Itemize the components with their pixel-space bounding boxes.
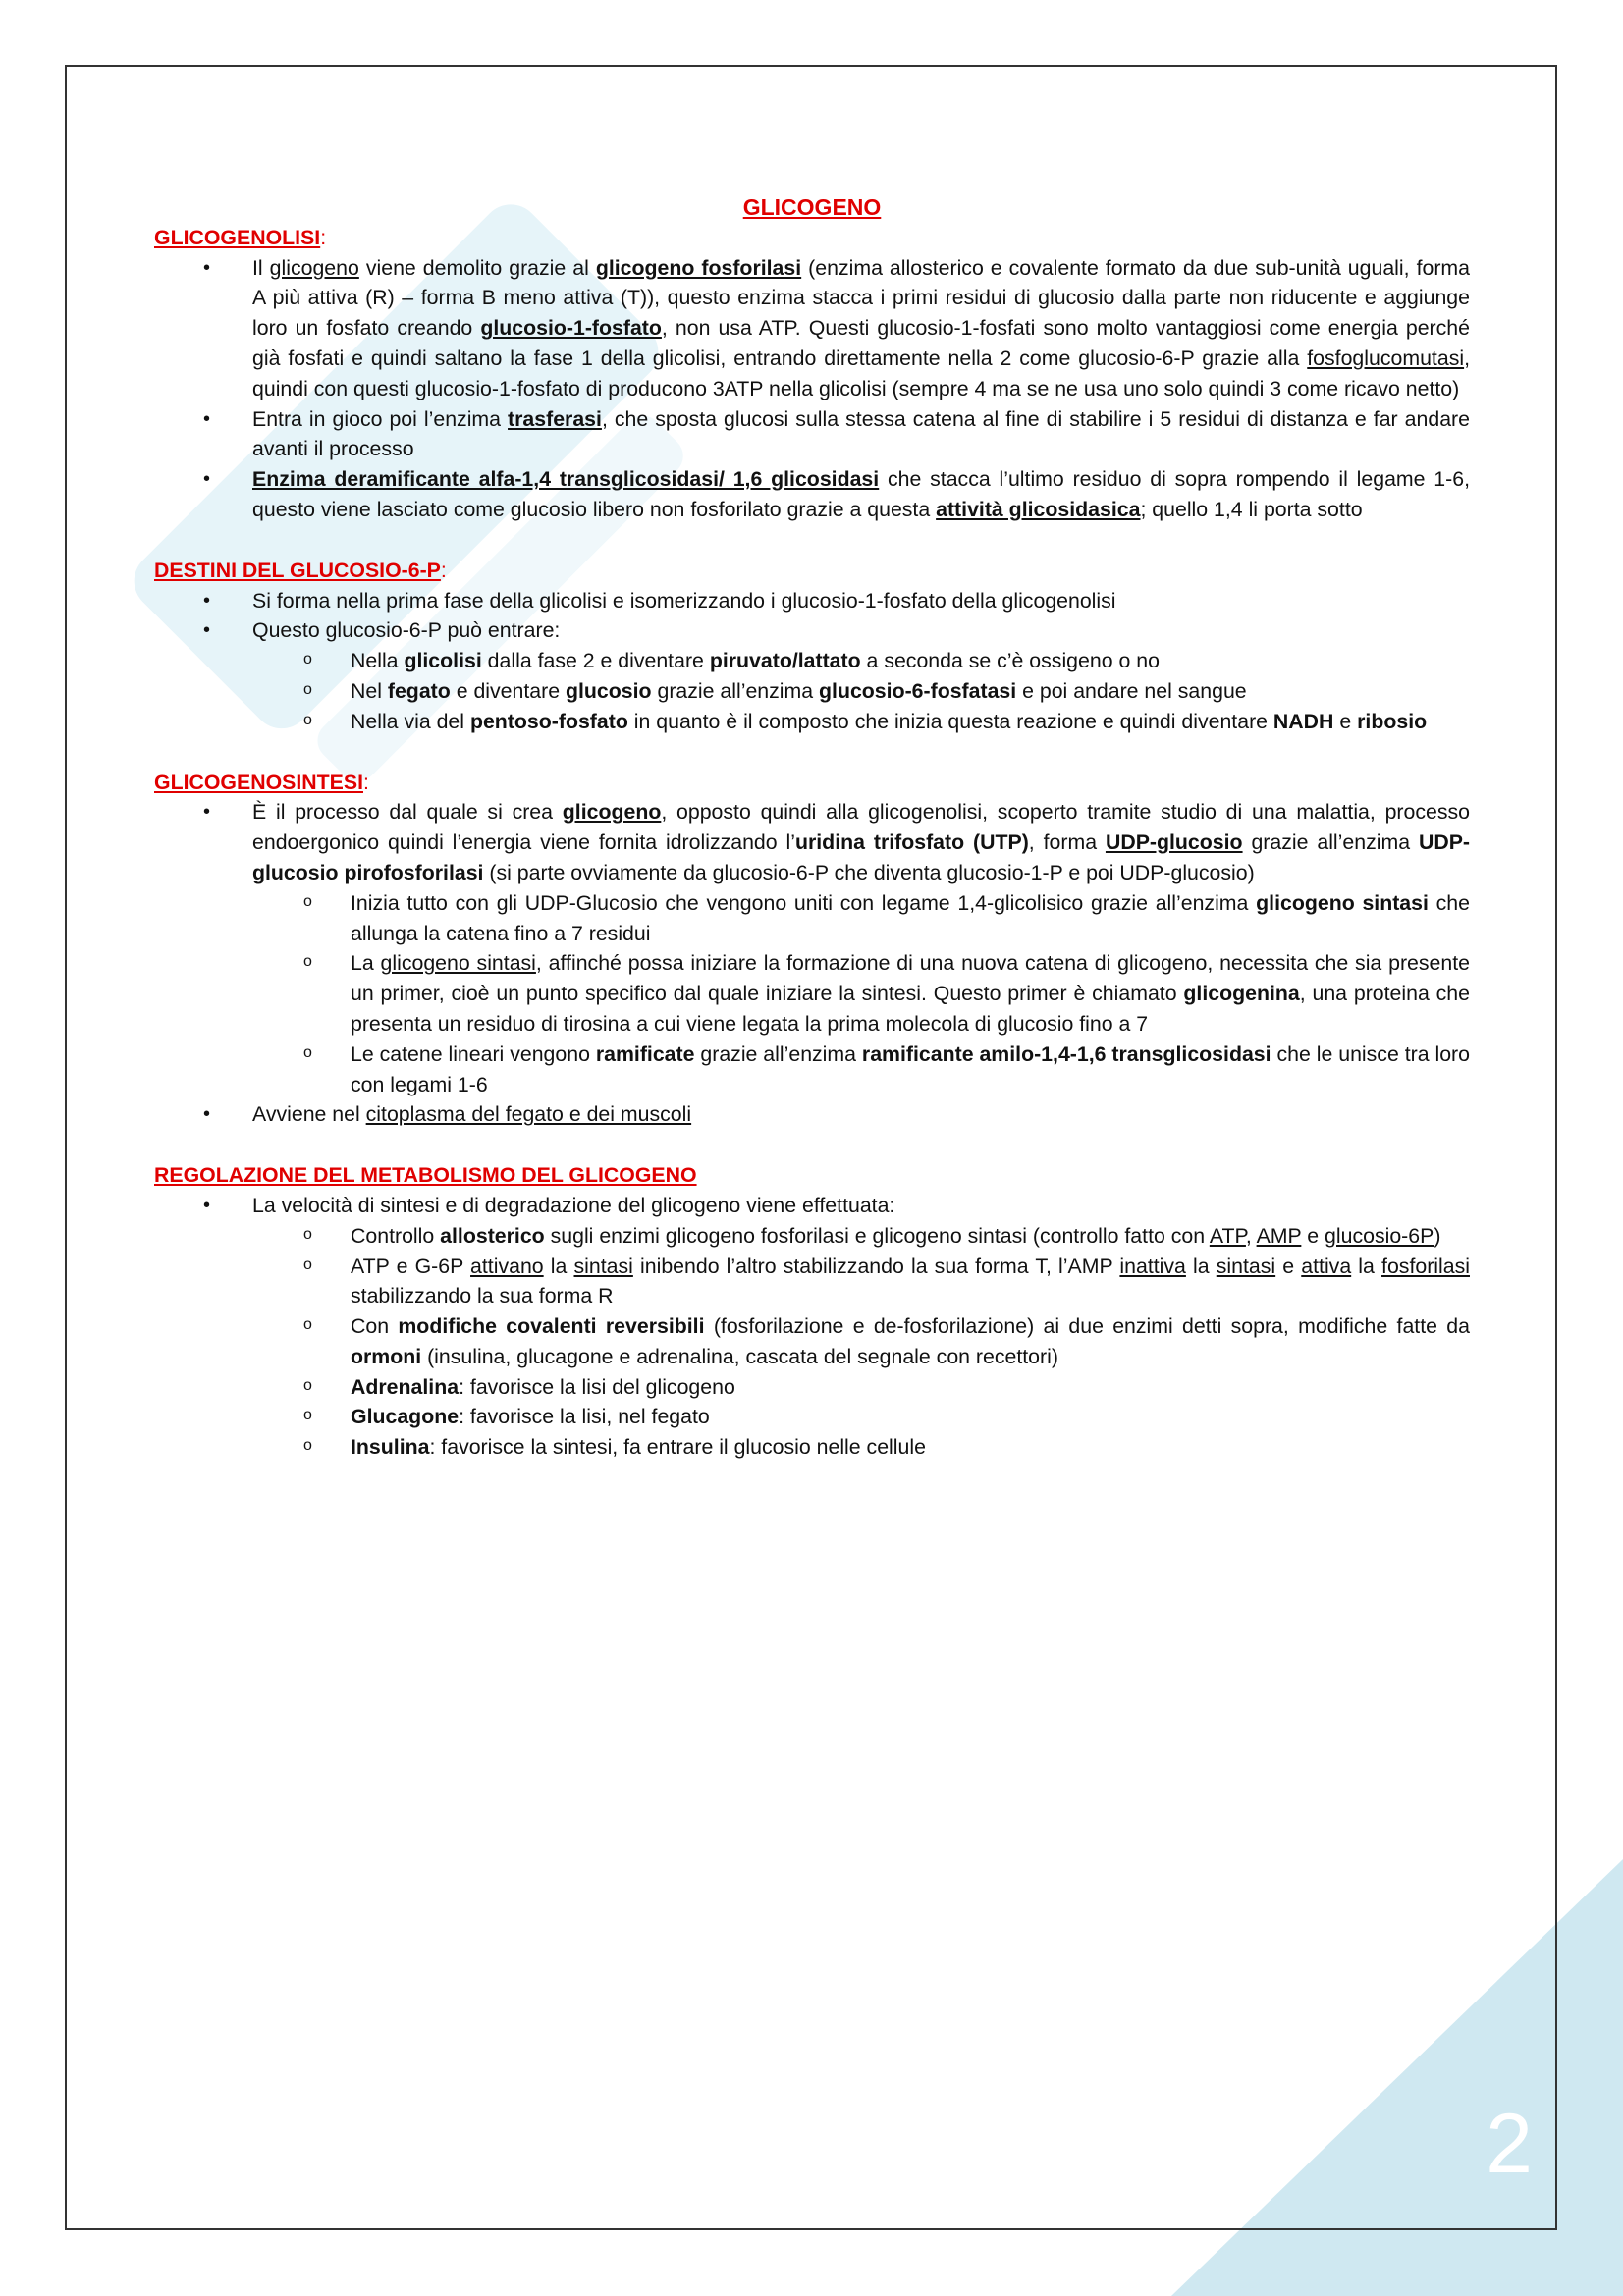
sub-list-item: o Insulina: favorisce la sintesi, fa entrare il glucosio nelle cellule: [252, 1432, 1470, 1463]
document-body: [154, 192, 1470, 1463]
list-item: • Questo glucosio-6-P può entrare:: [154, 615, 1470, 646]
destini-list: [154, 586, 1470, 647]
sub-list-item: o Nel fegato e diventare glucosio grazie all’enzima glucosio-6-fosfatasi e poi andare nel sangue: [252, 676, 1470, 707]
regolazione-sublist: [252, 1221, 1470, 1463]
sub-list-item: o Le catene lineari vengono ramificate grazie all’enzima ramificante amilo-1,4-1,6 transglicosidasi che le unisce tra loro con legami 1-6: [252, 1040, 1470, 1100]
section-heading-regolazione: REGOLAZIONE DEL METABOLISMO DEL GLICOGENO: [154, 1163, 697, 1188]
sub-list-item: o Controllo allosterico sugli enzimi glicogeno fosforilasi e glicogeno sintasi (controllo fatto con ATP, AMP e glucosio-6P): [252, 1221, 1470, 1252]
sub-list-item: o Glucagone: favorisce la lisi, nel fegato: [252, 1402, 1470, 1432]
section-heading-glicogenosintesi: GLICOGENOSINTESI:: [154, 770, 369, 794]
glicogenolisi-list: [154, 253, 1470, 525]
list-item: • Avviene nel citoplasma del fegato e dei muscoli: [154, 1099, 1470, 1130]
sub-list-item: o Nella glicolisi dalla fase 2 e diventare piruvato/lattato a seconda se c’è ossigeno o no: [252, 646, 1470, 676]
list-item: • Il glicogeno viene demolito grazie al glicogeno fosforilasi (enzima allosterico e covalente formato da due sub-unità uguali, forma A più attiva (R) – forma B meno attiva (T)), questo enzima stacca i primi residui di glucosio dalla parte non riducente e aggiunge loro un fosfato creando glucosio-1-fosfato, non usa ATP. Questi glucosio-1-fosfati sono molto vantaggiosi come energia perché già fosfati e quindi saltano la fase 1 della glicolisi, entrando direttamente nella 2 come glucosio-6-P grazie alla fosfoglucomutasi, quindi con questi glucosio-1-fosfato di producono 3ATP nella glicolisi (sempre 4 ma se ne usa uno solo quindi 3 come ricavo netto): [154, 253, 1470, 404]
glicogenosintesi-list-2: [154, 1099, 1470, 1130]
sub-list-item: o Con modifiche covalenti reversibili (fosforilazione e de-fosforilazione) ai due enzimi detti sopra, modifiche fatte da ormoni (insulina, glucagone e adrenalina, cascata del segnale con recettori): [252, 1311, 1470, 1372]
sub-list-item: o La glicogeno sintasi, affinché possa iniziare la formazione di una nuova catena di glicogeno, necessita che sia presente un primer, cioè un punto specifico dal quale iniziare la sintesi. Questo primer è chiamato glicogenina, una proteina che presenta un residuo di tirosina a cui viene legata la prima molecola di glucosio fino a 7: [252, 948, 1470, 1039]
glicogenosintesi-sublist: [252, 888, 1470, 1100]
destini-sublist: [252, 646, 1470, 736]
section-heading-glicogenolisi: GLICOGENOLISI:: [154, 225, 327, 249]
list-item: • La velocità di sintesi e di degradazione del glicogeno viene effettuata:: [154, 1191, 1470, 1221]
page-number: 2: [1486, 2097, 1533, 2191]
list-item: • Entra in gioco poi l’enzima trasferasi, che sposta glucosi sulla stessa catena al fine di stabilire i 5 residui di distanza e far andare avanti il processo: [154, 404, 1470, 465]
glicogenosintesi-list: [154, 797, 1470, 887]
sub-list-item: o ATP e G-6P attivano la sintasi inibendo l’altro stabilizzando la sua forma T, l’AMP inattiva la sintasi e attiva la fosforilasi stabilizzando la sua forma R: [252, 1252, 1470, 1312]
section-heading-destini: DESTINI DEL GLUCOSIO-6-P:: [154, 558, 447, 582]
list-item: • È il processo dal quale si crea glicogeno, opposto quindi alla glicogenolisi, scoperto tramite studio di una malattia, processo endoergonico quindi l’energia viene fornita idrolizzando l’uridina trifosfato (UTP), forma UDP-glucosio grazie all’enzima UDP-glucosio pirofosforilasi (si parte ovviamente da glucosio-6-P che diventa glucosio-1-P e poi UDP-glucosio): [154, 797, 1470, 887]
list-item: • Enzima deramificante alfa-1,4 transglicosidasi/ 1,6 glicosidasi che stacca l’ultimo residuo di sopra rompendo il legame 1-6, questo viene lasciato come glucosio libero non fosforilato grazie a questa attività glicosidasica; quello 1,4 li porta sotto: [154, 464, 1470, 525]
page-title: GLICOGENO: [742, 194, 882, 220]
sub-list-item: o Adrenalina: favorisce la lisi del glicogeno: [252, 1372, 1470, 1403]
sub-list-item: o Inizia tutto con gli UDP-Glucosio che vengono uniti con legame 1,4-glicolisico grazie all’enzima glicogeno sintasi che allunga la catena fino a 7 residui: [252, 888, 1470, 949]
list-item: • Si forma nella prima fase della glicolisi e isomerizzando i glucosio-1-fosfato della glicogenolisi: [154, 586, 1470, 616]
regolazione-list: [154, 1191, 1470, 1221]
sub-list-item: o Nella via del pentoso-fosfato in quanto è il composto che inizia questa reazione e quindi diventare NADH e ribosio: [252, 707, 1470, 737]
